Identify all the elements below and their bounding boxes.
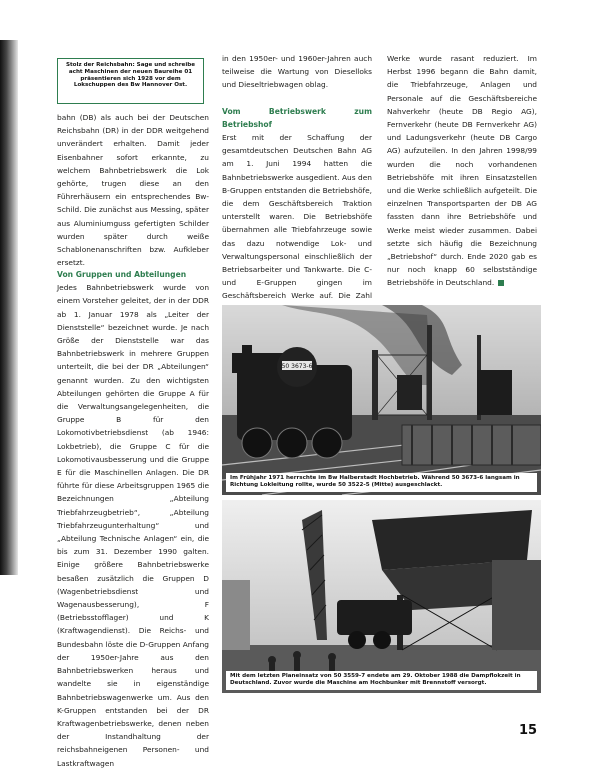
photo-halberstadt [222, 305, 541, 495]
caption-box-text: Stolz der Reichsbahn: Sage und schreibe acht Maschinen der neuen Baureihe 01 präsentieren sich 1928 vor dem Lokschuppen des Bw Hannover Ost. [65, 62, 196, 89]
paragraph-with-end-mark [387, 52, 537, 290]
photo-halberstadt-image [222, 305, 541, 495]
left-edge-gap [0, 0, 34, 40]
section-text-betriebshof: Erst mit der Schaffung der gesamtdeutschen Deutschen Bahn AG am 1. Juni 1994 hatten die Bahnbetriebswerke ausgedient. Aus den B-Gruppen entstanden die Betriebshöfe, die dem Geschäftsbereich Traktion unterstellt waren. Die Betriebshöfe übernahmen alle Triebfahrzeuge sowie das dazu notwendige Lok- und Verwaltungspersonal einschließlich der Betriebsarbeiter und Tankwarte. Die C- und E-Gruppen gingen im Geschäftsbereich Werke auf. Die Zahl [222, 133, 372, 301]
photo-caption: Mit dem letzten Planeinsatz von 50 3559-7 endete am 29. Oktober 1988 die Dampflokzeit in Deutschland. Zuvor wurde die Maschine am Hochbunker mit Brennstoff versorgt. [226, 671, 537, 690]
page-number: 15 [519, 723, 538, 738]
column-1-section [57, 268, 209, 770]
photo-hochbunker-image [222, 500, 541, 693]
loco-number-plate: 50 3673-6 [281, 363, 313, 370]
end-mark [498, 280, 504, 286]
column-2 [222, 52, 372, 316]
left-edge-photo-strip [0, 0, 18, 575]
section-text-gruppen: Jedes Bahnbetriebswerk wurde von einem Vorsteher geleitet, der in der DDR ab 1. Januar 1978 als „Leiter der Dienststelle“ bezeichnet wurde. Je nach Größe der Dienststelle war das Bahnbetriebswerk in mehrere Gruppen unterteilt, die bei der DR „Abteilungen“ genannt wurden. Zu den wichtigsten Abteilungen gehörten die Gruppe A für die Verwaltungsangelegenheiten, die Gruppe B für den Lokomotivbetriebsdienst (ab 1946: Lokbetrieb), die Gruppe C für die Lokomotivausbesserung und die Gruppe E für die Maschinellen Anlagen. Die DR führte für diese Arbeitsgruppen 1965 die Bezeichnungen „Abteilung Triebfahrzeugbetrieb“, „Abteilung Triebfahrzeugunterhaltung“ und „Abteilung Technische Anlagen“ ein, die bis zum 31. Dezember 1990 galten. Einige größere Bahnbetriebswerke besaßen zusätzlich die Gruppen D (Wagenbetriebsdienst und Wagenausbesserung), F (Betriebsstofflager) und K (Kraftwagendienst). Die Reichs- und Bundesbahn löste die D-Gruppen Anfang der 1950er-Jahre aus den Bahnbetriebswerken heraus und wandelte sie in eigenständige Bahnbetriebswagenwerke um. Aus den K-Gruppen entstanden bei der DR Kraftwagenbetriebswerke, denen neben der Instandhaltung der reichsbahneigenen Personen- und Lastkraftwagen [57, 283, 209, 768]
column-3 [387, 52, 537, 290]
paragraph: bahn (DB) als auch bei der Deutschen Reichsbahn (DR) in der DDR weitgehend unverändert erhalten. Damit jeder Eisenbahner sofort erkannte, zu welchem Bahnbetriebswerk die Lok gehörte, trugen diese an den Führerhäusern ein entsprechendes Bw-Schild. Die zunächst aus Messing, später aus Aluminiumguss gefertigten Schilder wurden später durch weiße Schablonenanschriften bzw. Aufkleber ersetzt. [57, 113, 209, 268]
photo-caption: Im Frühjahr 1971 herrschte im Bw Halberstadt Hochbetrieb. Während 50 3673-6 langsam in Richtung Lokleitung rollte, wurde 50 3522-5 (Mitte) ausgeschlackt. [226, 473, 537, 492]
section-heading-betriebshof: Vom Betriebswerk zum Betriebshof [222, 106, 372, 129]
column-1-top [57, 111, 209, 269]
paragraph: Werke wurde rasant reduziert. Im Herbst 1996 begann die Bahn damit, die Triebfahrzeuge, Anlagen und Personale auf die Geschäftsbereiche Nahverkehr (heute DB Regio AG), Fernverkehr (heute DB Fernverkehr AG) und Ladungsverkehr (heute DB Cargo AG) aufzuteilen. In den Jahren 1998/99 wurden die noch vorhandenen Betriebshöfe mit ihren Einsatzstellen und die Werke schließlich aufgeteilt. Die einzelnen Transportsparten der DB AG fassten dann ihre Betriebshöfe und Werke meist wieder zusammen. Dabei setzte sich häufig die Bezeichnung „Betriebshof“ durch. Ende 2020 gab es nur noch knapp 60 selbstständige Betriebshöfe in Deutschland. [387, 54, 537, 288]
section-heading-gruppen: Von Gruppen und Abteilungen [57, 270, 187, 279]
caption-box [57, 58, 204, 104]
photo-hochbunker [222, 500, 541, 693]
paragraph: in den 1950er- und 1960er-Jahren auch teilweise die Wartung von Dieselloks und Dieseltriebwagen oblag. [222, 54, 372, 90]
